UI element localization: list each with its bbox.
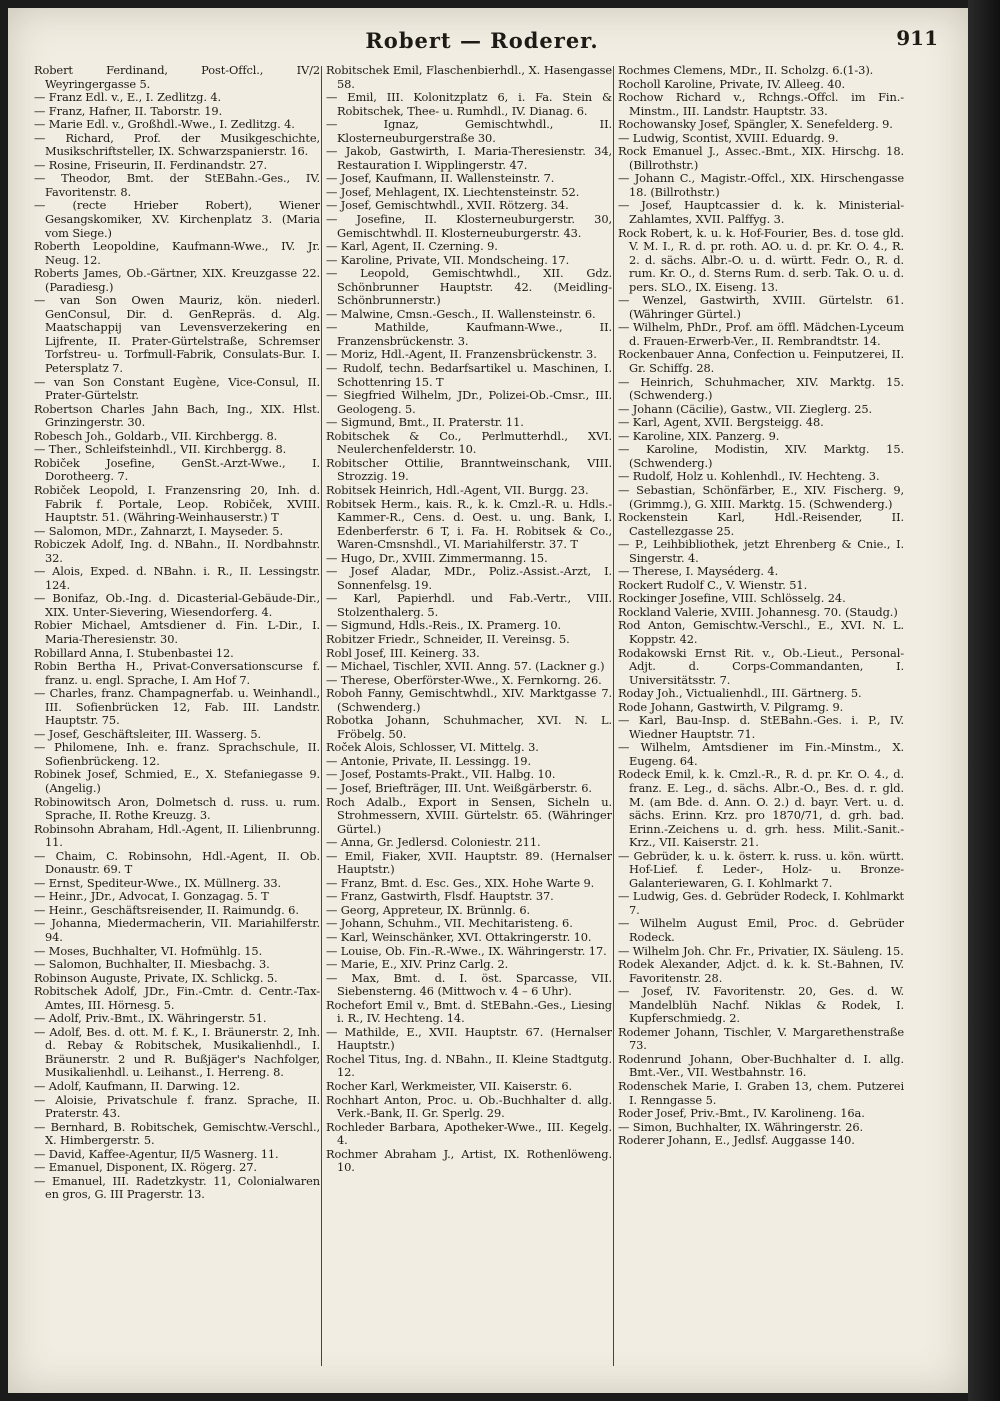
directory-entry: Robinek Josef, Schmied, E., X. Stefaniegasse 9. (Angelig.) [34, 767, 320, 795]
column-divider [613, 66, 614, 1366]
directory-entry: Rochow Richard v., Rchngs.-Offcl. im Fin.-Minstm., III. Landstr. Hauptstr. 33. [618, 90, 904, 118]
directory-entry: Robl Josef, III. Keinerg. 33. [326, 645, 480, 660]
directory-entry: — Franz Edl. v., E., I. Zedlitzg. 4. [34, 90, 222, 105]
directory-entry: — Antonie, Private, II. Lessingg. 19. [326, 753, 531, 768]
page-header [26, 24, 938, 58]
directory-entry: — Moriz, Hdl.-Agent, II. Franzensbrückenstr. 3. [326, 347, 597, 362]
directory-entry: — Theodor, Bmt. der StEBahn.-Ges., IV. Favoritenstr. 8. [34, 171, 320, 199]
directory-entry: — Johann, Schuhm., VII. Mechitaristeng. 6. [326, 916, 573, 931]
column-3 [618, 64, 904, 1374]
directory-entry: Rockinger Josefine, VIII. Schlösselg. 24. [618, 591, 846, 606]
column-divider [321, 66, 322, 1366]
directory-entry: — Sigmund, Bmt., II. Praterstr. 11. [326, 415, 524, 430]
directory-entry: Rochhart Anton, Proc. u. Ob.-Buchhalter d. allg. Verk.-Bank, II. Gr. Sperlg. 29. [326, 1092, 612, 1121]
directory-entry: — Anna, Gr. Jedlersd. Coloniestr. 211. [326, 835, 541, 850]
directory-entry: Robesch Joh., Goldarb., VII. Kirchbergg. 8. [34, 428, 278, 443]
book-spine-shadow [968, 0, 1000, 1401]
directory-entry: Rockland Valerie, XVIII. Johannesg. 70. (Staudg.) [618, 604, 898, 619]
directory-entry: — Emanuel, Disponent, IX. Rögerg. 27. [34, 1160, 257, 1175]
directory-entry: Rochefort Emil v., Bmt. d. StEBahn.-Ges., Liesing i. R., IV. Hechteng. 14. [326, 997, 612, 1026]
directory-entry: — Charles, franz. Champagnerfab. u. Weinhandl., III. Sofienbrücken 12, Fab. III. Landstr. Hauptstr. 75. [34, 686, 320, 728]
directory-entry: — Johann (Cäcilie), Gastw., VII. Zieglerg. 25. [618, 401, 873, 416]
directory-entry: Rocher Karl, Werkmeister, VII. Kaiserstr. 6. [326, 1079, 573, 1094]
directory-entry: Roderer Johann, E., Jedlsf. Auggasse 140. [618, 1133, 855, 1148]
directory-entry: — Salomon, MDr., Zahnarzt, I. Mayseder. 5. [34, 523, 283, 538]
directory-entry: Rockenbauer Anna, Confection u. Feinputzerei, II. Gr. Schiffg. 28. [618, 347, 904, 376]
directory-entry: Robin Bertha H., Privat-Conversationscurse f. franz. u. engl. Sprache, I. Am Hof 7. [34, 659, 320, 687]
directory-entry: — Ernst, Spediteur-Wwe., IX. Müllnerg. 33. [34, 875, 282, 890]
directory-entry: — Alois, Exped. d. NBahn. i. R., II. Lessingstr. 124. [34, 564, 320, 592]
directory-entry: — Emil, III. Kolonitzplatz 6, i. Fa. Stein & Robitschek, Thee- u. Rumhdl., IV. Dianag. 6. [326, 90, 612, 118]
directory-entry: — Wilhelm, Amtsdiener im Fin.-Minstm., X. Eugeng. 64. [618, 740, 904, 768]
directory-entry: Rochmes Clemens, MDr., II. Scholzg. 6.(1-3). [618, 64, 874, 77]
directory-entry: — Adolf, Priv.-Bmt., IX. Währingerstr. 51. [34, 1011, 267, 1026]
directory-entry: Robinsohn Abraham, Hdl.-Agent, II. Lilienbrunng. 11. [34, 821, 320, 850]
directory-entry: — Josef, Briefträger, III. Unt. Weißgärberstr. 6. [326, 780, 592, 795]
directory-entry: Rock Emanuel J., Assec.-Bmt., XIX. Hirschg. 18. (Billrothstr.) [618, 144, 904, 172]
directory-entry: — Sigmund, Hdls.-Reis., IX. Pramerg. 10. [326, 618, 561, 633]
running-title: Robert — Roderer. [365, 28, 599, 53]
directory-entry: — Ther., Schleifsteinhdl., VII. Kirchbergg. 8. [34, 442, 287, 457]
directory-entry: — Josef, IV. Favoritenstr. 20, Ges. d. W. Mandelblüh Nachf. Niklas & Rodek, I. Kupferschmiedg. 2. [618, 984, 904, 1026]
directory-entry: Rockert Rudolf C., V. Wienstr. 51. [618, 577, 808, 592]
directory-entry: — Michael, Tischler, XVII. Anng. 57. (Lackner g.) [326, 659, 605, 674]
directory-entry: — van Son Owen Mauriz, kön. niederl. GenConsul, Dir. d. GenRepräs. d. Alg. Maatschappij van Levensverzekering en Lijfrente, II. Prater-Gürtelstraße, Schremser Torfstreu- u. Torfmull-Fabrik, Consulats-Bur. I. Petersplatz 7. [34, 293, 320, 376]
directory-entry: — Josefine, II. Klosterneuburgerstr. 30, Gemischtwhdl. II. Klosterneuburgerstr. 43. [326, 212, 612, 240]
directory-entry: — Josef, Hauptcassier d. k. k. Ministerial-Zahlamtes, XVII. Palffyg. 3. [618, 198, 904, 227]
directory-entry: — Therese, I. Mayséderg. 4. [618, 564, 779, 579]
directory-entry: Robertson Charles Jahn Bach, Ing., XIX. Hlst. Grinzingerstr. 30. [34, 401, 320, 430]
directory-entry: Rock Robert, k. u. k. Hof-Fourier, Bes. d. tose gld. V. M. I., R. d. pr. roth. AO. u. d. pr. Kr. O. 4., R. 2. d. sächs. Albr.-O. u. d. württ. Fedr. O., R. d. rum. Kr. O., d. Sterns Rum. d. serb. Tak. O. u. d. pers. SLO., IX. Eiseng. 13. [618, 225, 904, 294]
directory-entry: — Hugo, Dr., XVIII. Zimmermanng. 15. [326, 550, 548, 565]
directory-entry: — Josef, Mehlagent, IX. Liechtensteinstr. 52. [326, 184, 580, 199]
directory-entry: — Therese, Oberförster-Wwe., X. Fernkorng. 26. [326, 672, 602, 687]
directory-entry: Robitscher Ottilie, Branntweinschank, VIII. Strozzig. 19. [326, 455, 612, 484]
directory-entry: — Aloisie, Privatschule f. franz. Sprache, II. Praterstr. 43. [34, 1092, 320, 1121]
directory-entry: — Marie, E., XIV. Prinz Carlg. 2. [326, 957, 509, 972]
directory-entry: — Chaim, C. Robinsohn, Hdl.-Agent, II. Ob. Donaustr. 69. T [34, 848, 320, 877]
directory-entry: Robitsek Heinrich, Hdl.-Agent, VII. Burgg. 23. [326, 482, 589, 497]
directory-entry: — Franz, Hafner, II. Taborstr. 19. [34, 103, 223, 118]
directory-entry: Rockenstein Karl, Hdl.-Reisender, II. Castellezgasse 25. [618, 510, 904, 538]
directory-entry: — Rudolf, techn. Bedarfsartikel u. Maschinen, I. Schottenring 15. T [326, 361, 612, 389]
directory-entry: Rodenrund Johann, Ober-Buchhalter d. I. allg. Bmt.-Ver., VII. Westbahnstr. 16. [618, 1051, 904, 1080]
directory-entry: Rochmer Abraham J., Artist, IX. Rothenlöweng. 10. [326, 1146, 612, 1175]
directory-entry: — Karl, Bau-Insp. d. StEBahn.-Ges. i. P., IV. Wiedner Hauptstr. 71. [618, 713, 904, 741]
directory-entry: Robier Michael, Amtsdiener d. Fin. L-Dir., I. Maria-Theresienstr. 30. [34, 618, 320, 646]
directory-entry: — David, Kaffee-Agentur, II/5 Wasnerg. 11. [34, 1146, 279, 1161]
directory-entry: Rodenschek Marie, I. Graben 13, chem. Putzerei I. Renngasse 5. [618, 1079, 904, 1107]
directory-entry: Rochleder Barbara, Apotheker-Wwe., III. Kegelg. 4. [326, 1119, 612, 1148]
directory-entry: Rodek Alexander, Adjct. d. k. k. St.-Bahnen, IV. Favoritenstr. 28. [618, 957, 904, 985]
directory-entry: Robotka Johann, Schuhmacher, XVI. N. L. Fröbelg. 50. [326, 713, 612, 741]
directory-entry: — Josef, Kaufmann, II. Wallensteinstr. 7. [326, 171, 555, 186]
directory-entry: Rodakowski Ernst Rit. v., Ob.-Lieut., Personal-Adjt. d. Corps-Commandanten, I. Universitätsstr. 7. [618, 645, 904, 687]
directory-entry: — Franz, Bmt. d. Esc. Ges., XIX. Hohe Warte 9. [326, 875, 595, 890]
directory-entry: — Adolf, Kaufmann, II. Darwing. 12. [34, 1079, 240, 1094]
directory-entry: — Karoline, XIX. Panzerg. 9. [618, 428, 780, 443]
directory-entry: Robiček Josefine, GenSt.-Arzt-Wwe., I. Dorotheerg. 7. [34, 455, 320, 484]
directory-entry: — Moses, Buchhalter, VI. Hofmühlg. 15. [34, 943, 263, 958]
directory-entry: — Wilhelm Joh. Chr. Fr., Privatier, IX. Säuleng. 15. [618, 943, 904, 958]
directory-entry: Robitschek & Co., Perlmutterhdl., XVI. Neulerchenfelderstr. 10. [326, 428, 612, 457]
page-number: 911 [896, 26, 938, 50]
directory-entry: Rode Johann, Gastwirth, V. Pilgramg. 9. [618, 699, 844, 714]
directory-entry: — Gebrüder, k. u. k. österr. k. russ. u. kön. württ. Hof-Lief. f. Leder-, Holz- u. Bronze-Galanteriewaren, G. I. Kohlmarkt 7. [618, 848, 904, 890]
directory-entry: — Heinr., Geschäftsreisender, II. Raimundg. 6. [34, 902, 299, 917]
directory-entry: — Sebastian, Schönfärber, E., XIV. Fischerg. 9, (Grimmg.), G. XIII. Marktg. 15. (Schwenderg.) [618, 482, 904, 511]
directory-entry: Roder Josef, Priv.-Bmt., IV. Karolineng. 16a. [618, 1106, 865, 1121]
directory-entry: — Wenzel, Gastwirth, XVIII. Gürtelstr. 61. (Währinger Gürtel.) [618, 293, 904, 321]
directory-entry: — Salomon, Buchhalter, II. Miesbachg. 3. [34, 957, 270, 972]
directory-entry: — Josef, Geschäftsleiter, III. Wasserg. 5. [34, 726, 262, 741]
directory-entry: — Siegfried Wilhelm, JDr., Polizei-Ob.-Cmsr., III. Geologeng. 5. [326, 388, 612, 416]
directory-entry: — Ludwig, Scontist, XVIII. Eduardg. 9. [618, 130, 839, 145]
directory-entry: — Leopold, Gemischtwhdl., XII. Gdz. Schönbrunner Hauptstr. 42. (Meidling-Schönbrunnerstr.) [326, 266, 612, 308]
directory-entry: — Bernhard, B. Robitschek, Gemischtw.-Verschl., X. Himbergerstr. 5. [34, 1119, 320, 1148]
directory-entry: — Karl, Agent, II. Czerning. 9. [326, 239, 498, 254]
directory-entry: Roberth Leopoldine, Kaufmann-Wwe., IV. Jr. Neug. 12. [34, 239, 320, 267]
directory-entry: Robert Ferdinand, Post-Offcl., IV/2 Weyringergasse 5. [34, 64, 320, 91]
directory-entry: — Richard, Prof. der Musikgeschichte, Musikschriftsteller, IX. Schwarzspanierstr. 16. [34, 130, 320, 159]
directory-entry: — Josef Aladar, MDr., Poliz.-Assist.-Arzt, I. Sonnenfelsg. 19. [326, 564, 612, 592]
directory-entry: Rocholl Karoline, Private, IV. Alleeg. 40. [618, 76, 846, 91]
directory-entry: — Mathilde, Kaufmann-Wwe., II. Franzensbrückenstr. 3. [326, 320, 612, 348]
directory-entry: — Philomene, Inh. e. franz. Sprachschule, II. Sofienbrückeng. 12. [34, 740, 320, 768]
directory-entry: — Simon, Buchhalter, IX. Währingerstr. 26. [618, 1119, 864, 1134]
directory-entry: — Karoline, Modistin, XIV. Marktg. 15. (Schwenderg.) [618, 442, 904, 470]
directory-entry: — Karl, Agent, XVII. Bergsteigg. 48. [618, 415, 824, 430]
directory-entry: — Franz, Gastwirth, Flsdf. Hauptstr. 37. [326, 889, 554, 904]
directory-entry: — Karl, Papierhdl. und Fab.-Vertr., VIII. Stolzenthalerg. 5. [326, 591, 612, 619]
directory-entry: Roboh Fanny, Gemischtwhdl., XIV. Marktgasse 7. (Schwenderg.) [326, 686, 612, 714]
directory-entry: Robitschek Adolf, JDr., Fin.-Cmtr. d. Centr.-Tax-Amtes, III. Hörnesg. 5. [34, 984, 320, 1012]
directory-entry: — Heinrich, Schuhmacher, XIV. Marktg. 15. (Schwenderg.) [618, 374, 904, 403]
directory-entry: — Josef, Postamts-Prakt., VII. Halbg. 10. [326, 767, 556, 782]
directory-entry: — Adolf, Bes. d. ott. M. f. K., I. Bräunerstr. 2, Inh. d. Rebay & Robitschek, Musikalienhdl., I. Bräunerstr. 2 und R. Bußjäger's Nachfolger, Musikalienhdl. u. Leihanst., I. Herreng. 8. [34, 1024, 320, 1080]
directory-entry: Robinowitsch Aron, Dolmetsch d. russ. u. rum. Sprache, II. Rothe Kreuzg. 3. [34, 794, 320, 823]
directory-entry: — (recte Hrieber Robert), Wiener Gesangskomiker, XV. Kirchenplatz 3. (Maria vom Siege.) [34, 198, 320, 240]
directory-entry: — Wilhelm, PhDr., Prof. am öffl. Mädchen-Lyceum d. Frauen-Erwerb-Ver., II. Rembrandtstr. 14. [618, 320, 904, 348]
directory-entry: Rod Anton, Gemischtw.-Verschl., E., XVI. N. L. Koppstr. 42. [618, 618, 904, 646]
directory-entry: Robiczek Adolf, Ing. d. NBahn., II. Nordbahnstr. 32. [34, 537, 320, 565]
directory-page [8, 8, 968, 1393]
directory-entry: Roček Alois, Schlosser, VI. Mittelg. 3. [326, 740, 539, 755]
directory-entry: Robinson Auguste, Private, IX. Schlickg. 5. [34, 970, 278, 985]
directory-entry: — Ignaz, Gemischtwhdl., II. Klosterneuburgerstraße 30. [326, 117, 612, 145]
directory-entry: Rodemer Johann, Tischler, V. Margarethenstraße 73. [618, 1024, 904, 1053]
directory-entry: Robitsek Herm., kais. R., k. k. Cmzl.-R. u. Hdls.-Kammer-R., Cens. d. Oest. u. ung. Bank, I. Edenberferstr. 6 T, i. Fa. H. Robitsek & Co., Waren-Cmsnshdl., VI. Mariahilferstr. 37. T [326, 496, 612, 552]
directory-entry: Roday Joh., Victualienhdl., III. Gärtnerg. 5. [618, 686, 862, 701]
directory-entry: Roch Adalb., Export in Sensen, Sicheln u. Strohmessern, XVIII. Gürtelstr. 65. (Währinger Gürtel.) [326, 794, 612, 836]
directory-entry: Roberts James, Ob.-Gärtner, XIX. Kreuzgasse 22. (Paradiesg.) [34, 266, 320, 294]
directory-entry: — Louise, Ob. Fin.-R.-Wwe., IX. Währingerstr. 17. [326, 943, 607, 958]
directory-entry: — Max, Bmt. d. I. öst. Sparcasse, VII. Siebensterng. 46 (Mittwoch v. 4 – 6 Uhr). [326, 970, 612, 999]
directory-entry: — Emanuel, III. Radetzkystr. 11, Colonialwaren en gros, G. III Pragerstr. 13. [34, 1173, 320, 1202]
directory-entry: Robitzer Friedr., Schneider, II. Vereinsg. 5. [326, 631, 570, 646]
directory-entry: — Heinr., JDr., Advocat, I. Gonzagag. 5. T [34, 889, 269, 904]
directory-entry: — Karoline, Private, VII. Mondscheing. 17. [326, 252, 570, 267]
directory-entry: — Karl, Weinschänker, XVI. Ottakringerstr. 10. [326, 930, 592, 944]
directory-entry: — Jakob, Gastwirth, I. Maria-Theresienstr. 34, Restauration I. Wipplingerstr. 47. [326, 144, 612, 172]
directory-entry: — Johann C., Magistr.-Offcl., XIX. Hirschengasse 18. (Billrothstr.) [618, 171, 904, 199]
directory-entry: Rodeck Emil, k. k. Cmzl.-R., R. d. pr. Kr. O. 4., d. franz. E. Leg., d. sächs. Albr.-O., Bes. d. r. gld. M. (am Bde. d. Ann. O. 2.) d. bayr. Vert. u. d. sächs. Erinn. Krz. pro 1870/71, d. grh. bad. Erinn.-Zeichens u. d. grh. hess. Milit.-Sanit.-Krz., VII. Kaiserstr. 21. [618, 767, 904, 850]
directory-entry: Rochowansky Josef, Spängler, X. Senefelderg. 9. [618, 117, 893, 132]
column-1 [34, 64, 320, 1374]
directory-entry: — Malwine, Cmsn.-Gesch., II. Wallensteinstr. 6. [326, 306, 596, 321]
directory-entry: — Rudolf, Holz u. Kohlenhdl., IV. Hechteng. 3. [618, 469, 880, 484]
directory-entry: — Emil, Fiaker, XVII. Hauptstr. 89. (Hernalser Hauptstr.) [326, 848, 612, 877]
directory-entry: — P., Leihbibliothek, jetzt Ehrenberg & Cnie., I. Singerstr. 4. [618, 537, 904, 565]
directory-entry: — Johanna, Miedermacherin, VII. Mariahilferstr. 94. [34, 916, 320, 944]
directory-entry: Rochel Titus, Ing. d. NBahn., II. Kleine Stadtgutg. 12. [326, 1051, 612, 1080]
directory-entry: — Rosine, Friseurin, II. Ferdinandstr. 27. [34, 157, 267, 172]
directory-entry: — Ludwig, Ges. d. Gebrüder Rodeck, I. Kohlmarkt 7. [618, 889, 904, 917]
column-2 [326, 64, 612, 1374]
directory-entry: Robitschek Emil, Flaschenbierhdl., X. Hasengasse 58. [326, 64, 612, 91]
directory-entry: — Josef, Gemischtwhdl., XVII. Rötzerg. 34. [326, 198, 569, 213]
directory-entry: — Mathilde, E., XVII. Hauptstr. 67. (Hernalser Hauptstr.) [326, 1024, 612, 1053]
directory-entry: — Marie Edl. v., Großhdl.-Wwe., I. Zedlitzg. 4. [34, 117, 295, 132]
directory-entry: Robiček Leopold, I. Franzensring 20, Inh. d. Fabrik f. Portale, Leop. Robiček, XVIII. Hauptstr. 51. (Währing-Weinhauserstr.) T [34, 482, 320, 525]
directory-entry: — Wilhelm August Emil, Proc. d. Gebrüder Rodeck. [618, 916, 904, 944]
directory-entry: Robillard Anna, I. Stubenbastei 12. [34, 645, 234, 660]
directory-entry: — Georg, Appreteur, IX. Brünnlg. 6. [326, 902, 530, 917]
directory-entry: — van Son Constant Eugène, Vice-Consul, II. Prater-Gürtelstr. [34, 374, 320, 403]
directory-entry: — Bonifaz, Ob.-Ing. d. Dicasterial-Gebäude-Dir., XIX. Unter-Sievering, Wiesendorferg. 4. [34, 591, 320, 619]
